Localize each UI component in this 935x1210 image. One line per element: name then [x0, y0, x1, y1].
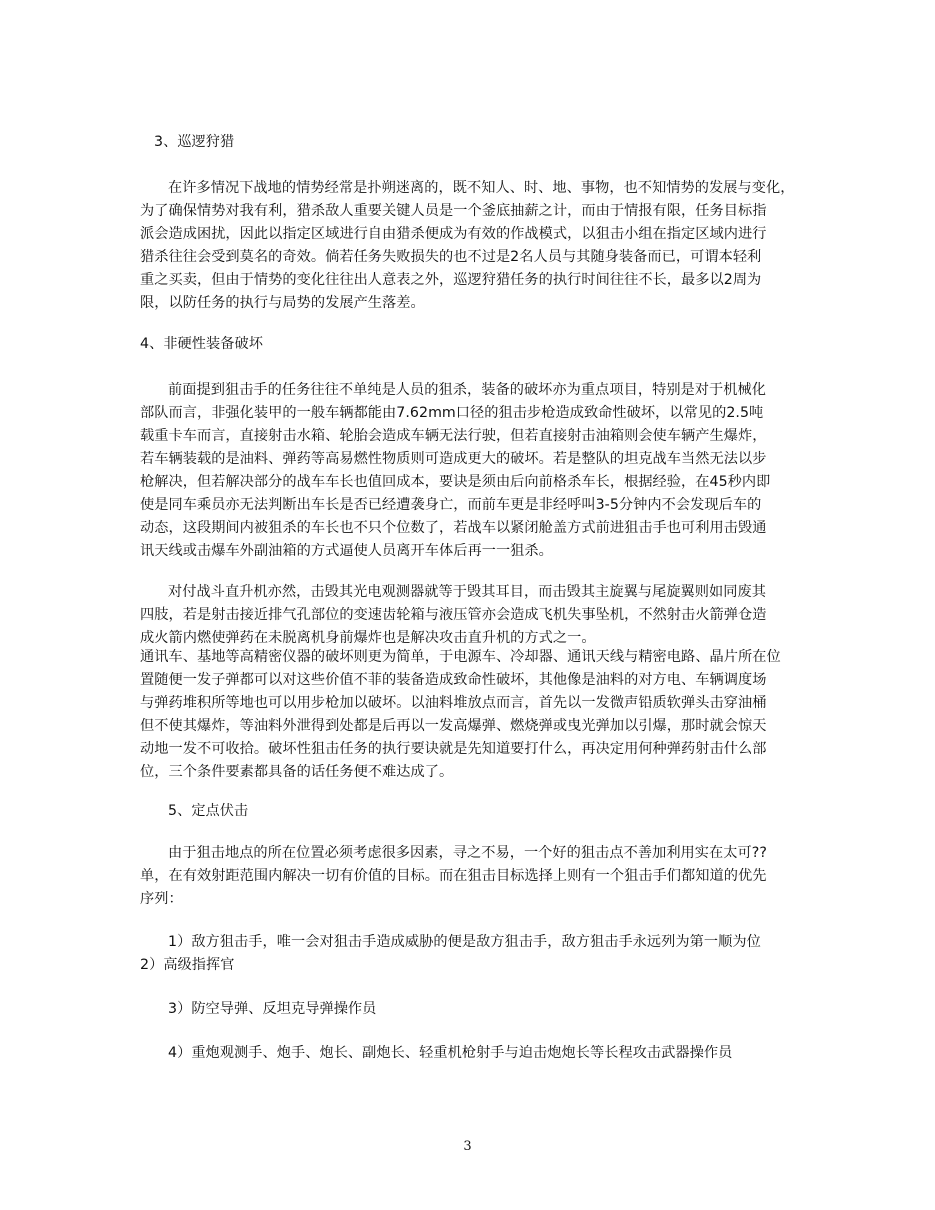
text-line: 派会造成困扰，因此以指定区域进行自由猎杀便成为有效的作战模式，以狙击小组在指定区域内进行 — [140, 226, 767, 242]
text-line: 枪解决，但若解决部分的战车车长也值回成本，要诀是须由后向前格杀车长，根据经验，在45秒内即 — [140, 474, 771, 490]
section-heading-ambush — [140, 800, 833, 823]
text-line: 前面提到狙击手的任务往往不单纯是人员的狙杀，装备的破坏亦为重点项目，特别是对于机械化 — [168, 382, 766, 398]
text-line: 与弹药堆积所等地也可以用步枪加以破坏。以油料堆放点而言，首先以一发微声铅质软弹头击穿油桶 — [140, 695, 767, 711]
paragraph-vehicle-destruction — [140, 379, 805, 563]
heading-text: 5、定点伏击 — [168, 803, 249, 819]
heading-text: 4、非硬性装备破坏 — [140, 336, 263, 352]
text-line: 使是同车乘员亦无法判断出车长是否已经遭袭身亡，而前车更是非经呼叫3-5分钟内不会发现后车的 — [140, 497, 762, 513]
priority-list-item-1 — [140, 931, 805, 977]
paragraph-patrol-hunting — [140, 177, 805, 315]
section-heading-equipment-destruction — [140, 333, 805, 356]
text-line: 但不使其爆炸，等油料外泄得到处都是后再以一发高爆弹、燃烧弹或曳光弹加以引爆，那时就会惊天 — [140, 718, 767, 734]
paragraph-ambush — [140, 842, 805, 911]
text-line: 成火箭内燃使弹药在未脱离机身前爆炸也是解决攻击直升机的方式之一。 — [140, 630, 596, 646]
text-line: 为了确保情势对我有利，猎杀敌人重要关键人员是一个釜底抽薪之计，而由于情报有限，任务目标指 — [140, 203, 767, 219]
text-line: 若车辆装载的是油料、弹药等高易燃性物质则可造成更大的破坏。若是整队的坦克战车当然无法以步 — [140, 451, 767, 467]
text-line: 由于狙击地点的所在位置必须考虑很多因素，寻之不易，一个好的狙击点不善加利用实在太可?? — [168, 845, 767, 861]
section-heading-patrol-hunting — [140, 131, 819, 154]
list-item: 2）高级指挥官 — [140, 957, 235, 973]
text-line: 序列： — [140, 891, 183, 907]
paragraph-helicopter — [140, 581, 805, 650]
text-line: 四肢，若是射击接近排气孔部位的变速齿轮箱与液压管亦会造成飞机失事坠机，不然射击火箭弹仓造 — [140, 607, 767, 623]
list-item: 1）敌方狙击手，唯一会对狙击手造成威胁的便是敌方狙击手，敌方狙击手永远列为第一顺为位 — [168, 934, 761, 950]
text-line: 对付战斗直升机亦然，击毁其光电观测器就等于毁其耳目，而击毁其主旋翼与尾旋翼则如同废其 — [168, 584, 766, 600]
priority-list-item-3 — [140, 998, 805, 1021]
list-item: 3）防空导弹、反坦克导弹操作员 — [168, 1001, 377, 1017]
page-number: 3 — [463, 1139, 472, 1154]
text-line: 动态，这段期间内被狙杀的车长也不只个位数了，若战车以紧闭舱盖方式前进狙击手也可利用击毁通 — [140, 520, 767, 536]
text-line: 讯天线或击爆车外副油箱的方式逼使人员离开车体后再一一狙杀。 — [140, 543, 553, 559]
paragraph-installations — [140, 646, 805, 784]
text-line: 置随便一发子弹都可以对这些价值不菲的装备造成致命性破坏，其他像是油料的对方电、车辆调度场 — [140, 672, 767, 688]
text-line: 部队而言，非强化装甲的一般车辆都能由7.62mm口径的狙击步枪造成致命性破坏，以常见的2.5吨 — [140, 405, 764, 421]
text-line: 载重卡车而言，直接射击水箱、轮胎会造成车辆无法行驶，但若直接射击油箱则会使车辆产生爆炸， — [140, 428, 767, 444]
text-line: 限，以防任务的执行与局势的发展产生落差。 — [140, 295, 425, 311]
text-line: 在许多情况下战地的情势经常是扑朔迷离的，既不知人、时、地、事物，也不知情势的发展与变化， — [168, 180, 795, 196]
text-line: 单，在有效射距范围内解决一切有价值的目标。而在狙击目标选择上则有一个狙击手们都知道的优先 — [140, 868, 767, 884]
text-line: 通讯车、基地等高精密仪器的破坏则更为简单，于电源车、冷却器、通讯天线与精密电路、晶片所在位 — [140, 649, 781, 665]
list-item: 4）重炮观测手、炮手、炮长、副炮长、轻重机枪射手与迫击炮炮长等长程攻击武器操作员 — [168, 1045, 733, 1061]
text-line: 重之买卖，但由于情势的变化往往出人意表之外，巡逻狩猎任务的执行时间往往不长，最多以2周为 — [140, 272, 762, 288]
priority-list-item-4 — [140, 1042, 805, 1065]
text-line: 动地一发不可收拾。破坏性狙击任务的执行要诀就是先知道要打什么，再决定用何种弹药射击什么部 — [140, 741, 767, 757]
text-line: 位，三个条件要素都具备的话任务便不难达成了。 — [140, 764, 454, 780]
heading-text: 3、巡逻狩猎 — [154, 134, 235, 150]
text-line: 猎杀往往会受到莫名的奇效。倘若任务失败损失的也不过是2名人员与其随身装备而已，可谓本轻利 — [140, 249, 762, 265]
